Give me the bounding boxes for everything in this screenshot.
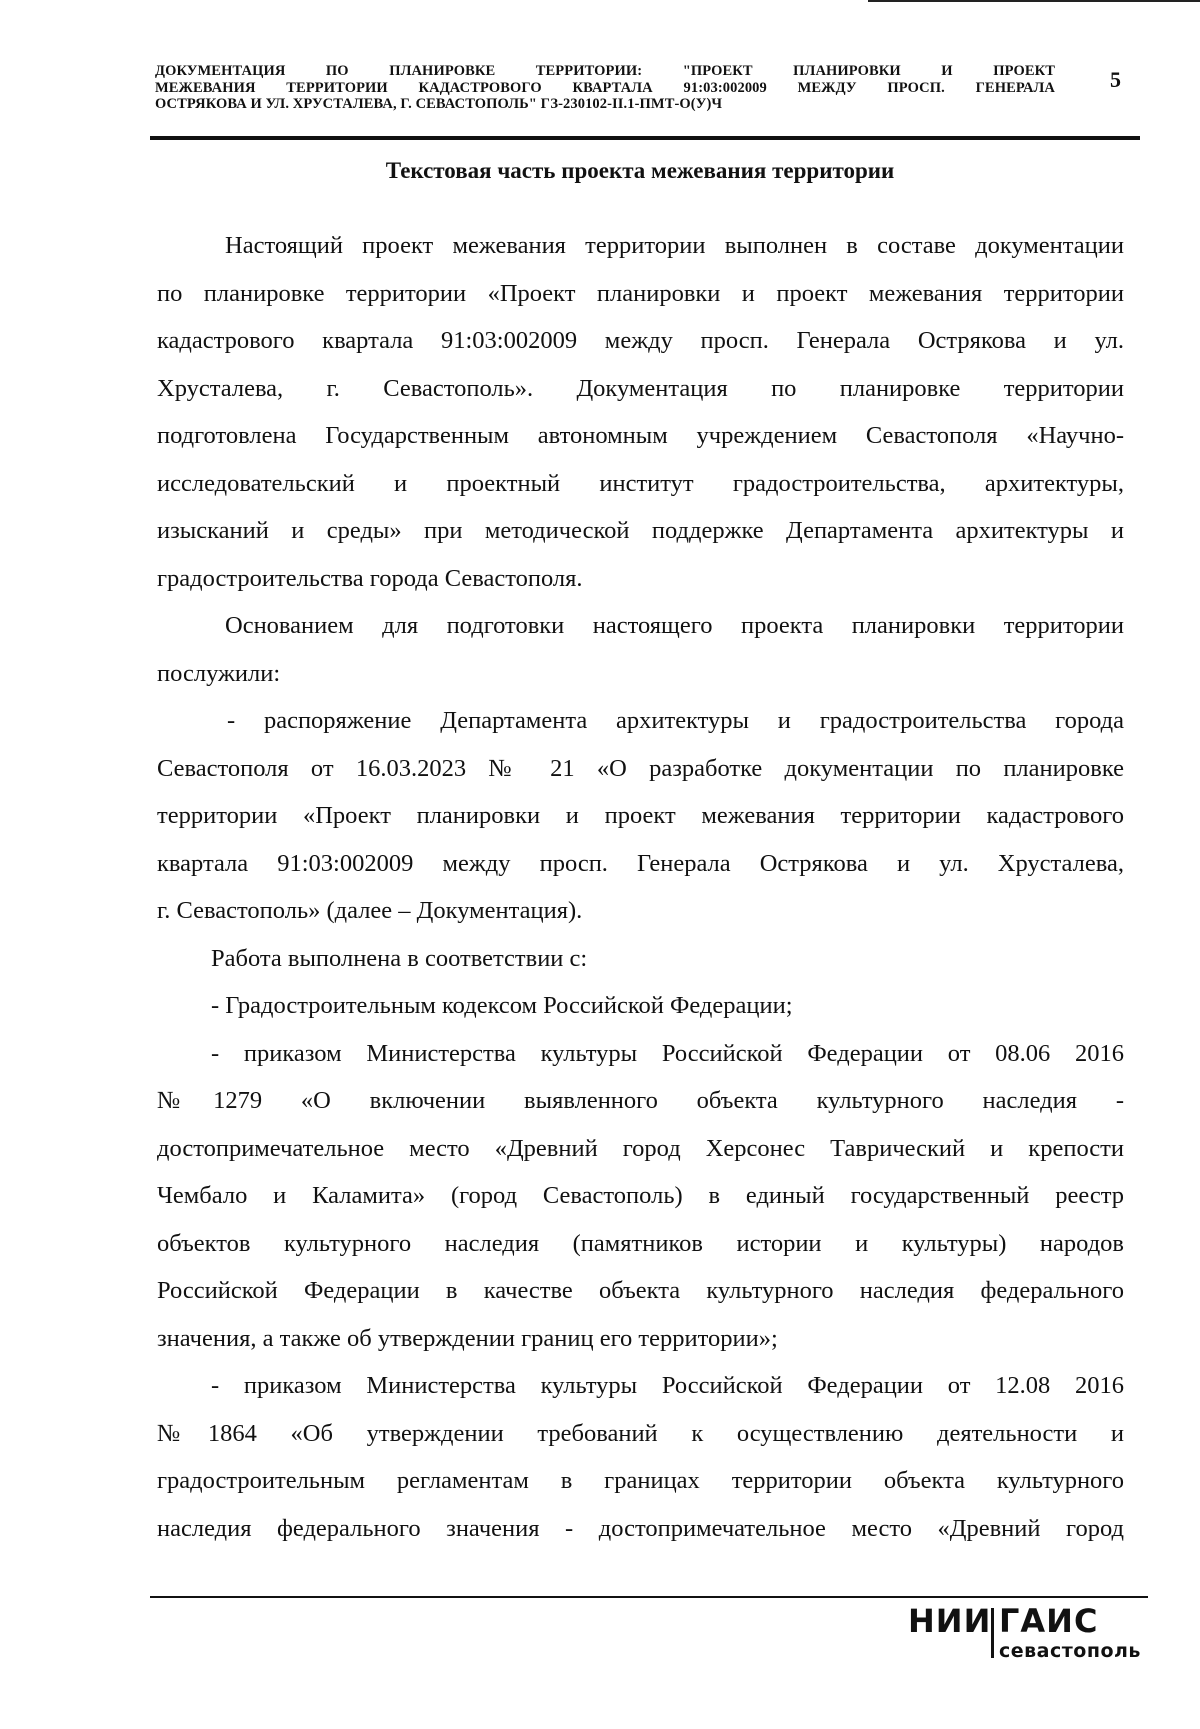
body-line: достопримечательное место «Древний город Херсонес Таврический и крепости [157,1134,1124,1162]
body-line: изысканий и среды» при методической поддержке Департамента архитектуры и [157,517,1124,544]
header-line-3: ОСТРЯКОВА И УЛ. ХРУСТАЛЕВА, Г. СЕВАСТОПОЛЬ" ГЗ-230102-II.1-ПМТ-О(У)Ч [155,96,723,112]
body-line: Настоящий проект межевания территории выполнен в составе документации [225,232,1124,259]
body-line: №1864 «Об утверждении требований к осуществлению деятельности и [157,1419,1124,1447]
body-line: - приказом Министерства культуры Российской Федерации от 08.06 2016 [211,1039,1124,1067]
document-header [155,63,1055,113]
page-number: 5 [1110,67,1121,92]
body-line: Хрусталева, г. Севастополь». Документация по планировке территории [157,374,1124,402]
section-title: Текстовая часть проекта межевания территории [385,158,895,183]
logo-gais-text: ГАИС [999,1602,1099,1640]
body-line: Севастополя от 16.03.2023 № 21 «О разработке документации по планировке [157,754,1124,782]
document-body [157,222,1124,1552]
body-line: наследия федерального значения - достопримечательное место «Древний город [157,1514,1124,1542]
body-line: исследовательский и проектный институт градостроительства, архитектуры, [157,469,1124,497]
body-line: территории «Проект планировки и проект межевания территории кадастрового [157,802,1124,829]
header-rule [150,136,1140,140]
body-line: №1279 «О включении выявленного объекта культурного наследия - [157,1087,1124,1114]
body-line: значения, а также об утверждении границ его территории»; [157,1324,778,1352]
body-line: квартала 91:03:002009 между просп. Генерала Острякова и ул. Хрусталева, [157,849,1124,877]
body-line: объектов культурного наследия (памятников истории и культуры) народов [157,1229,1124,1257]
logo-city-text: севастополь [999,1640,1141,1662]
body-line: послужили: [157,659,281,687]
body-line: - распоряжение Департамента архитектуры и градостроительства города [227,707,1124,734]
logo-nii-text: НИИ [908,1602,992,1640]
body-line: по планировке территории «Проект планировки и проект межевания территории [157,279,1124,307]
body-line: градостроительства города Севастополя. [157,564,583,592]
body-line: - приказом Министерства культуры Российской Федерации от 12.08 2016 [211,1372,1124,1399]
body-line: Российской Федерации в качестве объекта культурного наследия федерального [157,1277,1124,1304]
body-line: подготовлена Государственным автономным учреждением Севастополя «Научно- [157,422,1124,449]
body-line: Чембало и Каламита» (город Севастополь) в единый государственный реестр [157,1182,1124,1209]
header-line-1: ДОКУМЕНТАЦИЯ ПО ПЛАНИРОВКЕ ТЕРРИТОРИИ: "ПРОЕКТ ПЛАНИРОВКИ И ПРОЕКТ [155,63,1055,79]
body-line: градостроительным регламентам в границах территории объекта культурного [157,1467,1124,1494]
body-line: - Градостроительным кодексом Российской Федерации; [211,992,793,1019]
body-line: Работа выполнена в соответствии с: [211,944,588,972]
footer-rule [150,1596,1148,1598]
body-line: кадастрового квартала 91:03:002009 между просп. Генерала Острякова и ул. [157,327,1124,354]
header-line-2: МЕЖЕВАНИЯ ТЕРРИТОРИИ КАДАСТРОВОГО КВАРТАЛА 91:03:002009 МЕЖДУ ПРОСП. ГЕНЕРАЛА [155,79,1055,96]
institute-logo [908,1602,1158,1662]
body-line: г. Севастополь» (далее – Документация). [157,897,583,924]
body-line: Основанием для подготовки настоящего проекта планировки территории [225,612,1124,639]
logo-divider [991,1608,994,1658]
top-edge-line [868,0,1200,2]
